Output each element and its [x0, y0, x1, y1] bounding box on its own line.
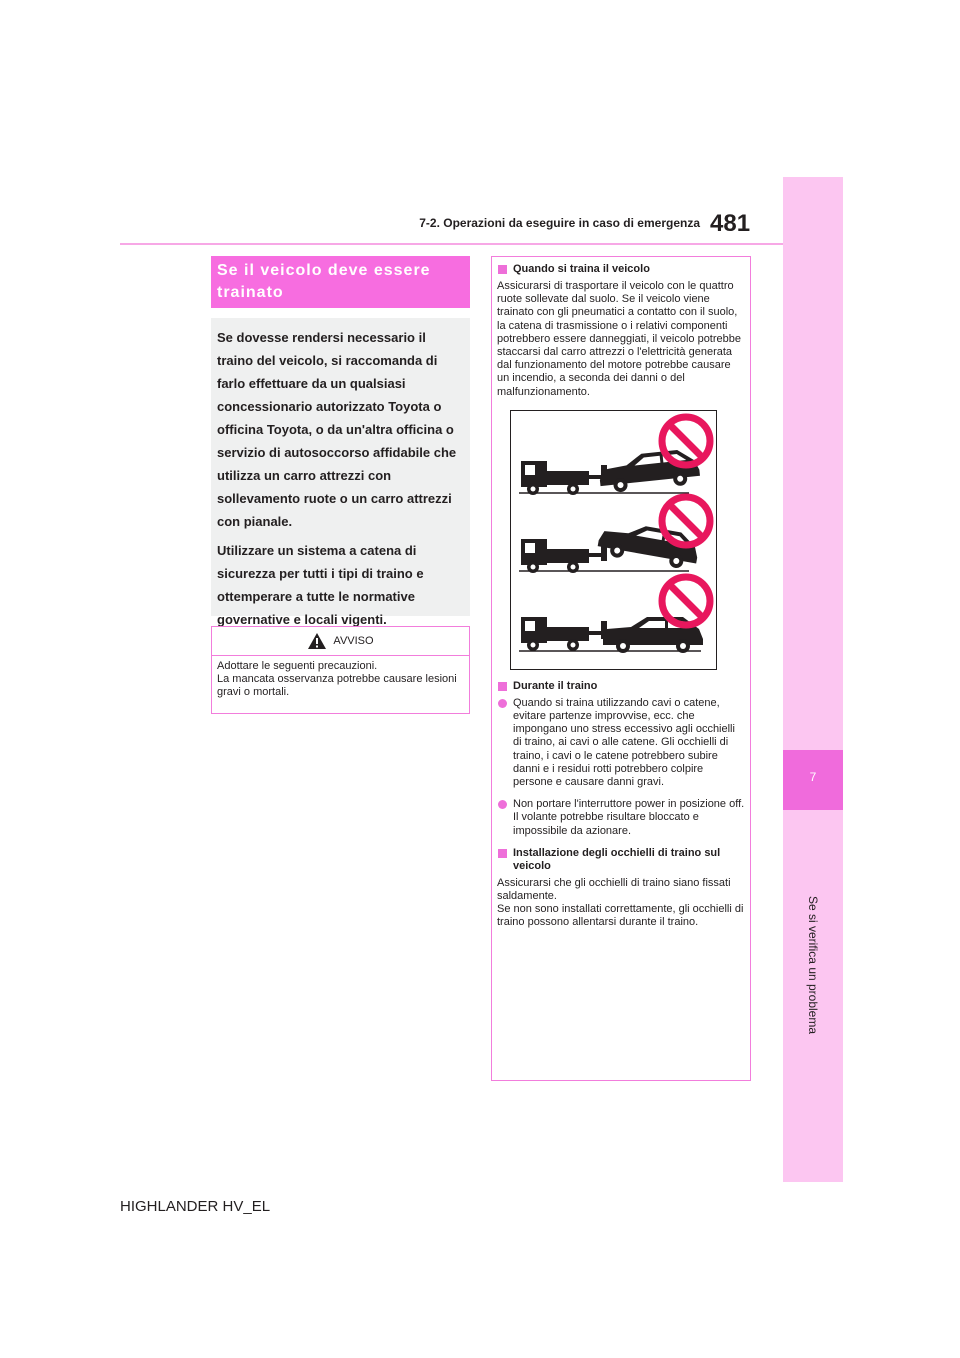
page-number: 481 — [710, 210, 751, 237]
chapter-label: Se si verifica un problema — [806, 895, 820, 1035]
intro-paragraph: Se dovesse rendersi necessario il traino del veicolo, si raccomanda di farlo effettuare da un qualsiasi concessionario autorizzato Toyota o officina Toyota, o da un'altra officina o servizio di autosoccorso affidabile che utilizza un carro attrezzi con sollevamento ruote o un carro attrezzi con pianale. — [217, 330, 457, 529]
subheading-install-eyelets: Installazione degli occhielli di traino sul veicolo — [497, 847, 745, 873]
towing-prohibited-illustration — [510, 410, 717, 670]
round-bullet-icon — [498, 800, 507, 809]
square-bullet-icon — [498, 849, 507, 858]
prohibited-icon — [662, 577, 710, 625]
car-icon — [597, 448, 700, 494]
tow-truck-icon — [521, 539, 607, 573]
intro-box — [211, 318, 470, 627]
towing-info-box — [491, 256, 751, 1081]
list-item: Quando si traina utilizzando cavi o catene, evitare partenze improvvise, ecc. che impongano uno stress eccessivo agli occhielli di traino, ai cavi o alle catene. Gli occhielli di traino, i cavi o le catene potrebbero subire danni e i residui rotti potrebbero colpire persone e causare danni gravi. — [497, 697, 745, 789]
towing-paragraph: Assicurarsi di trasportare il veicolo con le quattro ruote sollevate dal suolo. Se il veicolo viene trainato con gli pneumatici a contatto con il suolo, la catena di trasmissione o i relativi componenti potrebbero essere danneggiati, il veicolo potrebbe staccarsi dal carro attrezzi o l'elettricità generata dal funzionamento del motore potrebbe causare un incendio, a seconda dei danni o del malfunzionamento. — [497, 280, 741, 398]
square-bullet-icon — [498, 682, 507, 691]
warning-title: AVVISO — [333, 635, 374, 647]
subheading-during-towing: Durante il traino — [497, 680, 745, 693]
header-rule — [120, 243, 783, 245]
tow-truck-icon — [521, 617, 607, 651]
round-bullet-icon — [498, 699, 507, 708]
subheading-towing: Quando si traina il veicolo — [497, 263, 745, 276]
warning-box — [211, 626, 470, 714]
footer-model-code: HIGHLANDER HV_EL — [120, 1198, 271, 1215]
section-heading-text: Se il veicolo deve essere trainato — [217, 262, 431, 301]
intro-paragraph: Utilizzare un sistema a catena di sicurezza per tutti i tipi di traino e ottemperare a tutte le normative governative e locali vigenti. — [217, 543, 424, 627]
list-item: Non portare l'interruttore power in posizione off. Il volante potrebbe risultare bloccato e impossibile da azionare. — [497, 798, 745, 838]
eyelets-paragraph: Assicurarsi che gli occhielli di traino siano fissati saldamente. Se non sono installati correttamente, gli occhielli di traino possono allentarsi durante il traino. — [497, 876, 744, 929]
section-heading — [211, 256, 470, 308]
square-bullet-icon — [498, 265, 507, 274]
warning-header — [212, 627, 469, 656]
section-title: 7-2. Operazioni da eseguire in caso di emergenza — [419, 216, 700, 230]
tow-truck-icon — [521, 461, 607, 495]
warning-triangle-icon — [307, 632, 327, 650]
warning-text: Adottare le seguenti precauzioni. La mancata osservanza potrebbe causare lesioni gravi o mortali. — [217, 660, 457, 698]
chapter-number: 7 — [809, 770, 817, 784]
